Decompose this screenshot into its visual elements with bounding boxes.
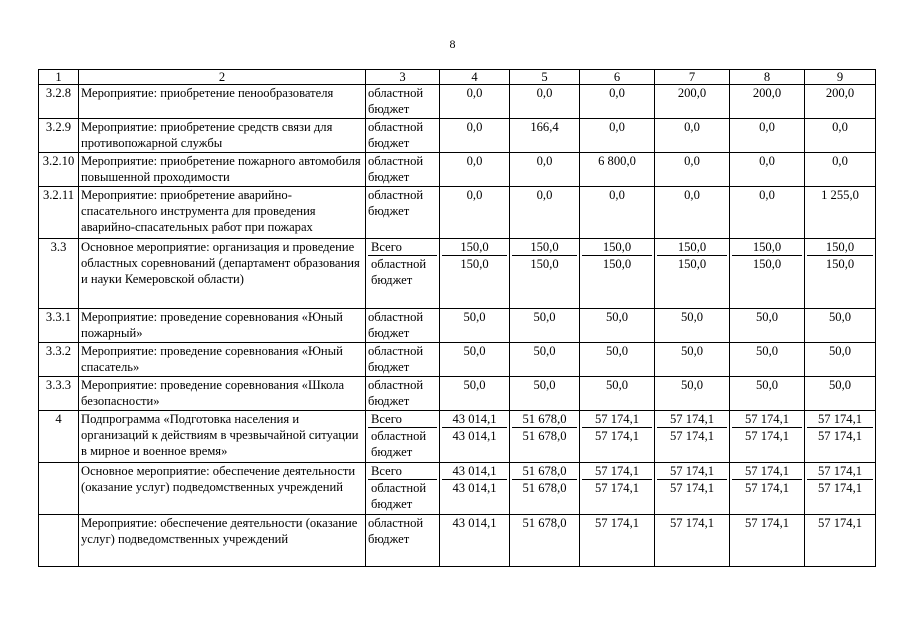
- funding-source-line: бюджет: [368, 170, 410, 184]
- value-cell: 0,0: [440, 119, 510, 153]
- value-cell: 50,0: [730, 309, 805, 343]
- table-row: [39, 85, 876, 119]
- value-total: 51 678,0: [512, 463, 577, 480]
- funding-source-total: Всего: [368, 239, 437, 256]
- value-cell: 0,0: [580, 187, 655, 239]
- value-cell: 0,0: [805, 119, 876, 153]
- row-number: 3.3: [39, 239, 79, 309]
- funding-source-cell: [366, 463, 440, 515]
- value-regional: 150,0: [602, 257, 632, 271]
- funding-source: [366, 85, 440, 119]
- table-row: [39, 377, 876, 411]
- table-row: [39, 343, 876, 377]
- value-regional: 150,0: [460, 257, 489, 271]
- row-number: 3.2.9: [39, 119, 79, 153]
- value-cell: 50,0: [730, 343, 805, 377]
- value-cell: 200,0: [805, 85, 876, 119]
- row-description: Мероприятие: приобретение аварийно-спасательного инструмента для проведения аварийно-спасательных работ при пожарах: [79, 187, 366, 239]
- funding-source-line: областной: [371, 481, 427, 495]
- value-cell: [805, 239, 876, 309]
- column-header: 9: [805, 70, 876, 85]
- funding-source: [366, 309, 440, 343]
- value-cell: [730, 411, 805, 463]
- funding-source-line: бюджет: [371, 497, 413, 511]
- funding-source-line: бюджет: [368, 360, 410, 374]
- value-cell: [510, 239, 580, 309]
- value-cell: [580, 411, 655, 463]
- table-row: [39, 187, 876, 239]
- value-cell: 200,0: [730, 85, 805, 119]
- row-number: 3.3.2: [39, 343, 79, 377]
- value-cell: 50,0: [655, 377, 730, 411]
- funding-source-line: областной: [368, 86, 424, 100]
- value-regional: 57 174,1: [744, 429, 790, 443]
- column-header: 7: [655, 70, 730, 85]
- value-cell: [655, 239, 730, 309]
- column-header: 2: [79, 70, 366, 85]
- value-cell: 50,0: [440, 309, 510, 343]
- value-cell: 50,0: [580, 377, 655, 411]
- value-cell: 50,0: [440, 377, 510, 411]
- value-cell: 51 678,0: [510, 515, 580, 567]
- row-description: Мероприятие: приобретение средств связи для противопожарной службы: [79, 119, 366, 153]
- value-cell: 0,0: [655, 153, 730, 187]
- value-total: 57 174,1: [732, 411, 802, 428]
- value-cell: 0,0: [510, 85, 580, 119]
- column-header: 5: [510, 70, 580, 85]
- value-regional: 43 014,1: [452, 481, 497, 495]
- funding-source-line: областной: [368, 154, 424, 168]
- funding-source-line: областной: [368, 120, 424, 134]
- value-cell: 0,0: [655, 119, 730, 153]
- value-cell: 0,0: [730, 119, 805, 153]
- funding-source-line: бюджет: [368, 532, 410, 546]
- value-regional: 57 174,1: [817, 429, 863, 443]
- funding-source-cell: [366, 239, 440, 309]
- value-regional: 150,0: [825, 257, 855, 271]
- funding-source-total: Всего: [368, 411, 437, 428]
- funding-source: [368, 256, 437, 288]
- value-cell: [440, 239, 510, 309]
- column-header: 6: [580, 70, 655, 85]
- table-header-row: [39, 70, 876, 85]
- value-regional: 57 174,1: [594, 481, 640, 495]
- value-regional: 51 678,0: [522, 481, 567, 495]
- budget-table: [38, 69, 876, 567]
- value-cell: 0,0: [730, 187, 805, 239]
- value-cell: 50,0: [580, 309, 655, 343]
- value-total: 43 014,1: [442, 463, 507, 480]
- value-cell: 57 174,1: [805, 515, 876, 567]
- table-row: [39, 119, 876, 153]
- funding-source: [366, 515, 440, 567]
- funding-source-line: бюджет: [368, 394, 410, 408]
- value-cell: 0,0: [440, 187, 510, 239]
- value-total: 150,0: [512, 239, 577, 256]
- column-header: 1: [39, 70, 79, 85]
- value-total: 150,0: [582, 239, 652, 256]
- value-cell: 50,0: [510, 377, 580, 411]
- funding-source-line: бюджет: [368, 326, 410, 340]
- value-total: 57 174,1: [582, 411, 652, 428]
- value-cell: [580, 463, 655, 515]
- value-cell: 0,0: [440, 85, 510, 119]
- value-regional: 51 678,0: [522, 429, 567, 443]
- row-description: Мероприятие: проведение соревнования «Школа безопасности»: [79, 377, 366, 411]
- value-cell: [510, 411, 580, 463]
- funding-source-line: бюджет: [368, 204, 410, 218]
- funding-source-line: бюджет: [371, 445, 413, 459]
- value-cell: [655, 463, 730, 515]
- value-total: 150,0: [807, 239, 873, 256]
- value-regional: 150,0: [677, 257, 707, 271]
- funding-source-cell: [366, 411, 440, 463]
- row-description: Мероприятие: проведение соревнования «Юный пожарный»: [79, 309, 366, 343]
- value-cell: 0,0: [510, 187, 580, 239]
- table-row: [39, 239, 876, 309]
- value-cell: 50,0: [580, 343, 655, 377]
- value-cell: 50,0: [805, 309, 876, 343]
- row-number: 4: [39, 411, 79, 463]
- value-cell: 0,0: [730, 153, 805, 187]
- funding-source: [368, 428, 437, 460]
- row-number: 3.2.8: [39, 85, 79, 119]
- value-cell: 0,0: [655, 187, 730, 239]
- funding-source-line: областной: [368, 188, 424, 202]
- funding-source: [368, 480, 437, 512]
- column-header: 4: [440, 70, 510, 85]
- funding-source-line: бюджет: [368, 136, 410, 150]
- value-cell: 50,0: [805, 377, 876, 411]
- funding-source: [366, 187, 440, 239]
- value-regional: 57 174,1: [669, 481, 715, 495]
- row-number: 3.3.1: [39, 309, 79, 343]
- value-regional: 57 174,1: [817, 481, 863, 495]
- row-description: Основное мероприятие: обеспечение деятельности (оказание услуг) подведомственных учреждений: [79, 463, 366, 515]
- table-row: [39, 515, 876, 567]
- value-regional: 57 174,1: [744, 481, 790, 495]
- funding-source-line: бюджет: [371, 273, 413, 287]
- value-cell: [805, 411, 876, 463]
- funding-source: [366, 153, 440, 187]
- value-cell: 57 174,1: [730, 515, 805, 567]
- value-cell: 0,0: [580, 85, 655, 119]
- value-regional: 57 174,1: [594, 429, 640, 443]
- value-cell: [730, 239, 805, 309]
- row-description: Подпрограмма «Подготовка населения и организаций к действиям в чрезвычайной ситуации в мирное и военное время»: [79, 411, 366, 463]
- value-total: 57 174,1: [657, 411, 727, 428]
- value-total: 150,0: [732, 239, 802, 256]
- funding-source: [366, 377, 440, 411]
- table-row: [39, 463, 876, 515]
- table-row: [39, 309, 876, 343]
- value-cell: 57 174,1: [580, 515, 655, 567]
- page-number: 8: [449, 37, 456, 51]
- value-cell: 50,0: [805, 343, 876, 377]
- column-header: 8: [730, 70, 805, 85]
- funding-source-line: областной: [371, 429, 427, 443]
- value-cell: 1 255,0: [805, 187, 876, 239]
- value-total: 57 174,1: [582, 463, 652, 480]
- value-total: 51 678,0: [512, 411, 577, 428]
- funding-source-line: областной: [368, 344, 424, 358]
- row-number: 3.2.11: [39, 187, 79, 239]
- value-cell: 43 014,1: [440, 515, 510, 567]
- value-cell: 50,0: [440, 343, 510, 377]
- value-regional: 150,0: [752, 257, 782, 271]
- row-description: Мероприятие: приобретение пенообразователя: [79, 85, 366, 119]
- row-description: Мероприятие: приобретение пожарного автомобиля повышенной проходимости: [79, 153, 366, 187]
- row-description: Основное мероприятие: организация и проведение областных соревнований (департамент образования и науки Кемеровской области): [79, 239, 366, 309]
- row-description: Мероприятие: проведение соревнования «Юный спасатель»: [79, 343, 366, 377]
- value-cell: 57 174,1: [655, 515, 730, 567]
- value-cell: 166,4: [510, 119, 580, 153]
- row-number: 3.3.3: [39, 377, 79, 411]
- value-total: 150,0: [657, 239, 727, 256]
- value-cell: [655, 411, 730, 463]
- row-number: [39, 463, 79, 515]
- value-regional: 43 014,1: [452, 429, 497, 443]
- value-cell: 6 800,0: [580, 153, 655, 187]
- value-cell: 0,0: [440, 153, 510, 187]
- value-cell: [440, 411, 510, 463]
- funding-source-line: областной: [368, 516, 424, 530]
- value-cell: 0,0: [510, 153, 580, 187]
- funding-source-total: Всего: [368, 463, 437, 480]
- table-row: [39, 411, 876, 463]
- value-cell: [580, 239, 655, 309]
- value-cell: 50,0: [510, 309, 580, 343]
- value-total: 57 174,1: [732, 463, 802, 480]
- row-number: [39, 515, 79, 567]
- value-cell: 50,0: [730, 377, 805, 411]
- value-total: 57 174,1: [807, 463, 873, 480]
- value-total: 57 174,1: [657, 463, 727, 480]
- value-total: 150,0: [442, 239, 507, 256]
- value-cell: 0,0: [805, 153, 876, 187]
- column-header: 3: [366, 70, 440, 85]
- value-cell: 50,0: [655, 309, 730, 343]
- funding-source-line: областной: [368, 310, 424, 324]
- row-description: Мероприятие: обеспечение деятельности (оказание услуг) подведомственных учреждений: [79, 515, 366, 567]
- value-regional: 57 174,1: [669, 429, 715, 443]
- value-cell: [510, 463, 580, 515]
- value-cell: 0,0: [580, 119, 655, 153]
- funding-source: [366, 119, 440, 153]
- row-number: 3.2.10: [39, 153, 79, 187]
- value-cell: 50,0: [510, 343, 580, 377]
- value-regional: 150,0: [530, 257, 559, 271]
- funding-source-line: областной: [371, 257, 427, 271]
- value-cell: 200,0: [655, 85, 730, 119]
- funding-source-line: областной: [368, 378, 424, 392]
- funding-source-line: бюджет: [368, 102, 410, 116]
- value-total: 43 014,1: [442, 411, 507, 428]
- value-cell: [440, 463, 510, 515]
- value-cell: [805, 463, 876, 515]
- value-cell: 50,0: [655, 343, 730, 377]
- value-total: 57 174,1: [807, 411, 873, 428]
- value-cell: [730, 463, 805, 515]
- funding-source: [366, 343, 440, 377]
- table-row: [39, 153, 876, 187]
